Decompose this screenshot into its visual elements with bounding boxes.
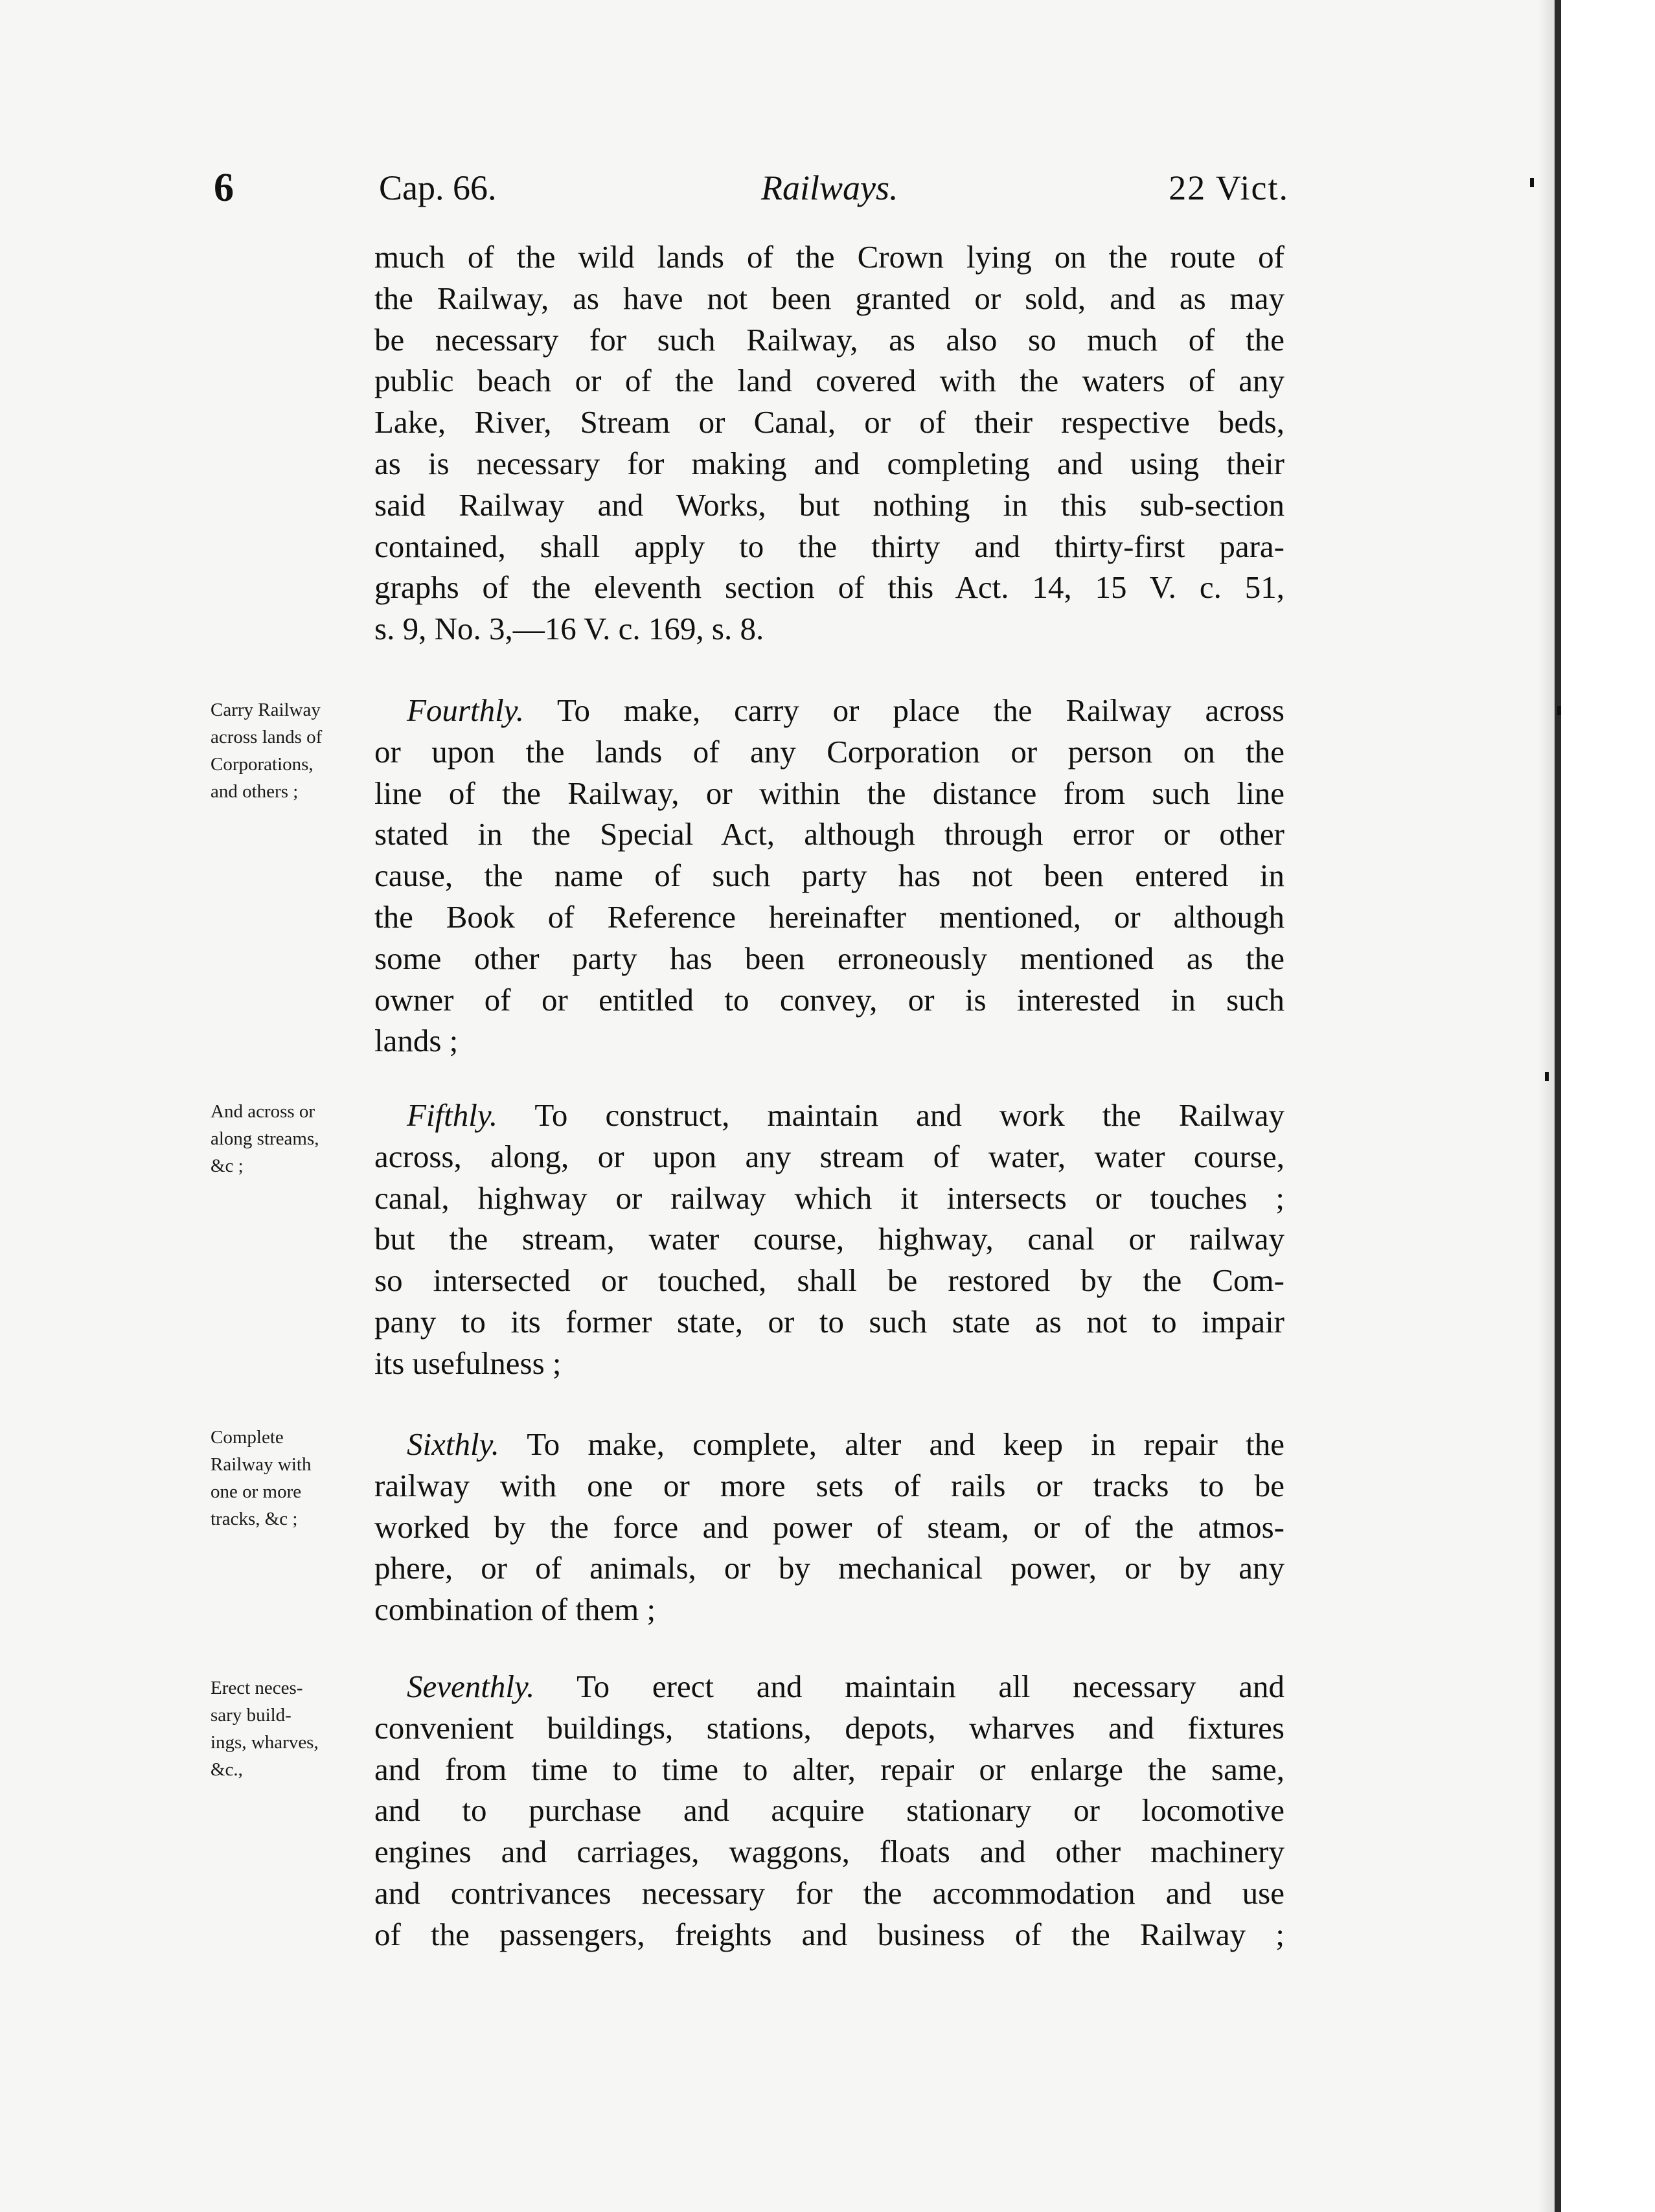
margin-note-line: tracks, &c ; bbox=[211, 1509, 298, 1529]
text-line: worked by the force and power of steam, or of the atmos- bbox=[374, 1509, 1284, 1545]
paragraph-lead: Fifthly. bbox=[407, 1097, 498, 1133]
running-header bbox=[214, 162, 1289, 214]
text-line: contained, shall apply to the thirty and thirty-first para- bbox=[374, 528, 1284, 564]
paragraph-lead: Sixthly. bbox=[407, 1426, 499, 1462]
margin-note-line: &c ; bbox=[211, 1156, 244, 1176]
text-line: stated in the Special Act, although through error or other bbox=[374, 816, 1284, 852]
text-line: much of the wild lands of the Crown lying on the route of bbox=[374, 239, 1284, 275]
text-line: and to purchase and acquire stationary or locomotive bbox=[374, 1792, 1284, 1829]
paragraph-lead: Fourthly. bbox=[407, 692, 525, 728]
text-line: owner of or entitled to convey, or is interested in such bbox=[374, 981, 1284, 1018]
margin-note-line: Complete bbox=[211, 1427, 284, 1448]
text-line: pany to its former state, or to such state as not to impair bbox=[374, 1303, 1284, 1340]
paragraph-fourthly bbox=[374, 690, 1284, 1062]
margin-note-line: Carry Railway bbox=[211, 700, 321, 720]
text-line: as is necessary for making and completing and using their bbox=[374, 445, 1284, 481]
text-line: its usefulness ; bbox=[374, 1345, 562, 1381]
margin-note-complete-railway bbox=[211, 1424, 379, 1533]
text-line bbox=[374, 1095, 1284, 1136]
text-run: To make, carry or place the Railway across bbox=[557, 692, 1284, 728]
text-line: the Railway, as have not been granted or sold, and as may bbox=[374, 280, 1284, 316]
running-title: Railways. bbox=[761, 168, 898, 207]
text-line bbox=[374, 1424, 1284, 1465]
reign-label: 22 Vict. bbox=[1169, 168, 1289, 207]
text-run: To make, complete, alter and keep in repair the bbox=[527, 1426, 1284, 1462]
text-line: phere, or of animals, or by mechanical power, or by any bbox=[374, 1550, 1284, 1586]
text-run: To erect and maintain all necessary and bbox=[576, 1669, 1284, 1704]
chapter-label: Cap. 66. bbox=[379, 168, 497, 207]
margin-note-line: along streams, bbox=[211, 1128, 319, 1149]
text-line: of the passengers, freights and business of the Railway ; bbox=[374, 1916, 1284, 1952]
text-line: across, along, or upon any stream of water, water course, bbox=[374, 1138, 1284, 1174]
binding-edge-line bbox=[1555, 0, 1561, 2212]
text-line: cause, the name of such party has not been entered in bbox=[374, 858, 1284, 894]
text-line: line of the Railway, or within the distance from such line bbox=[374, 775, 1284, 811]
text-line: and from time to time to alter, repair or enlarge the same, bbox=[374, 1751, 1284, 1787]
edge-speck bbox=[1530, 178, 1534, 187]
text-line: Lake, River, Stream or Canal, or of their respective beds, bbox=[374, 404, 1284, 440]
text-line: be necessary for such Railway, as also so much of the bbox=[374, 321, 1284, 358]
margin-note-line: ings, wharves, bbox=[211, 1732, 319, 1753]
text-run: To construct, maintain and work the Railway bbox=[534, 1097, 1284, 1133]
paragraph-fifthly bbox=[374, 1095, 1284, 1384]
text-line: convenient buildings, stations, depots, wharves and fixtures bbox=[374, 1709, 1284, 1746]
margin-note-line: Railway with bbox=[211, 1454, 312, 1475]
paragraph-sixthly bbox=[374, 1424, 1284, 1630]
text-line: but the stream, water course, highway, canal or railway bbox=[374, 1221, 1284, 1257]
edge-speck bbox=[1557, 706, 1561, 715]
margin-note-line: and others ; bbox=[211, 781, 299, 802]
margin-note-line: And across or bbox=[211, 1101, 315, 1122]
margin-note-line: sary build- bbox=[211, 1705, 291, 1726]
text-line: lands ; bbox=[374, 1023, 459, 1059]
paragraph-lead: Seventhly. bbox=[407, 1669, 535, 1704]
edge-speck bbox=[1545, 1072, 1549, 1081]
margin-note-line: &c., bbox=[211, 1759, 243, 1780]
margin-note-across-streams bbox=[211, 1098, 379, 1180]
paragraph-continuation bbox=[374, 236, 1284, 650]
background-beyond-page bbox=[1561, 0, 1655, 2212]
text-line: so intersected or touched, shall be restored by the Com- bbox=[374, 1262, 1284, 1299]
text-line: canal, highway or railway which it intersects or touches ; bbox=[374, 1180, 1284, 1216]
margin-note-line: Corporations, bbox=[211, 754, 314, 775]
text-line: public beach or of the land covered with the waters of any bbox=[374, 363, 1284, 399]
text-line bbox=[374, 1666, 1284, 1707]
text-line: engines and carriages, waggons, floats and other machinery bbox=[374, 1834, 1284, 1870]
margin-note-line: across lands of bbox=[211, 727, 323, 747]
text-line: the Book of Reference hereinafter mentioned, or although bbox=[374, 898, 1284, 935]
text-line: combination of them ; bbox=[374, 1591, 656, 1628]
paragraph-seventhly bbox=[374, 1666, 1284, 1955]
page-number: 6 bbox=[214, 166, 234, 210]
margin-note-line: one or more bbox=[211, 1481, 302, 1502]
text-line: some other party has been erroneously mentioned as the bbox=[374, 940, 1284, 976]
text-line: graphs of the eleventh section of this Act. 14, 15 V. c. 51, bbox=[374, 569, 1284, 606]
text-line: said Railway and Works, but nothing in this sub-section bbox=[374, 486, 1284, 523]
margin-note-erect-buildings bbox=[211, 1674, 379, 1783]
text-line: or upon the lands of any Corporation or person on the bbox=[374, 733, 1284, 770]
margin-note-line: Erect neces- bbox=[211, 1678, 303, 1698]
text-line: railway with one or more sets of rails or tracks to be bbox=[374, 1467, 1284, 1503]
text-line: and contrivances necessary for the accommodation and use bbox=[374, 1875, 1284, 1911]
margin-note-carry-railway bbox=[211, 696, 379, 805]
text-line: s. 9, No. 3,—16 V. c. 169, s. 8. bbox=[374, 611, 764, 647]
text-line bbox=[374, 690, 1284, 731]
